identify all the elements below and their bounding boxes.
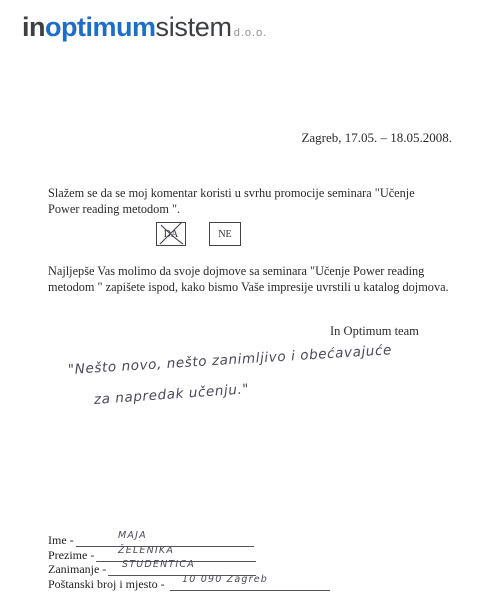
- checkbox-ne-label: NE: [218, 228, 232, 240]
- company-logo: [22, 14, 267, 41]
- logo-optimum: optimum: [45, 12, 156, 42]
- zanimanje-label: Zanimanje -: [48, 562, 107, 576]
- handwritten-comment-line-2: za napredak učenju.": [93, 381, 250, 408]
- ime-label: Ime -: [48, 533, 74, 547]
- consent-paragraph: Slažem se da se moj komentar koristi u svrhu promocije seminara "Učenje Power reading metodom ".: [48, 186, 415, 216]
- zanimanje-field[interactable]: STUDENTICA: [122, 559, 195, 570]
- logo-doo: d.o.o.: [233, 27, 268, 39]
- posta-field[interactable]: 10 090 Zagreb: [182, 573, 269, 585]
- prezime-field[interactable]: ŽELENIKA: [118, 544, 175, 556]
- checkbox-da[interactable]: [156, 222, 186, 246]
- posta-label: Poštanski broj i mjesto -: [48, 576, 165, 591]
- document-date: Zagreb, 17.05. – 18.05.2008.: [301, 130, 452, 145]
- ime-field[interactable]: MAJA: [118, 530, 147, 541]
- checkbox-da-label: DA: [163, 228, 179, 240]
- handwritten-comment-line-1: "Nešto novo, nešto zanimljivo i obećavajuće: [67, 342, 393, 378]
- logo-sistem: sistem: [155, 12, 232, 42]
- request-paragraph: Najljepše Vas molimo da svoje dojmove sa seminara "Učenje Power reading metodom " zapišete ispod, kako bismo Vaše impresije uvrstili u katalog dojmova.: [48, 264, 449, 294]
- prezime-label: Prezime -: [48, 547, 95, 562]
- checkbox-ne[interactable]: [209, 222, 241, 246]
- team-signature: In Optimum team: [330, 324, 419, 338]
- cross-mark-icon: [155, 219, 189, 249]
- logo-in: in: [22, 12, 45, 42]
